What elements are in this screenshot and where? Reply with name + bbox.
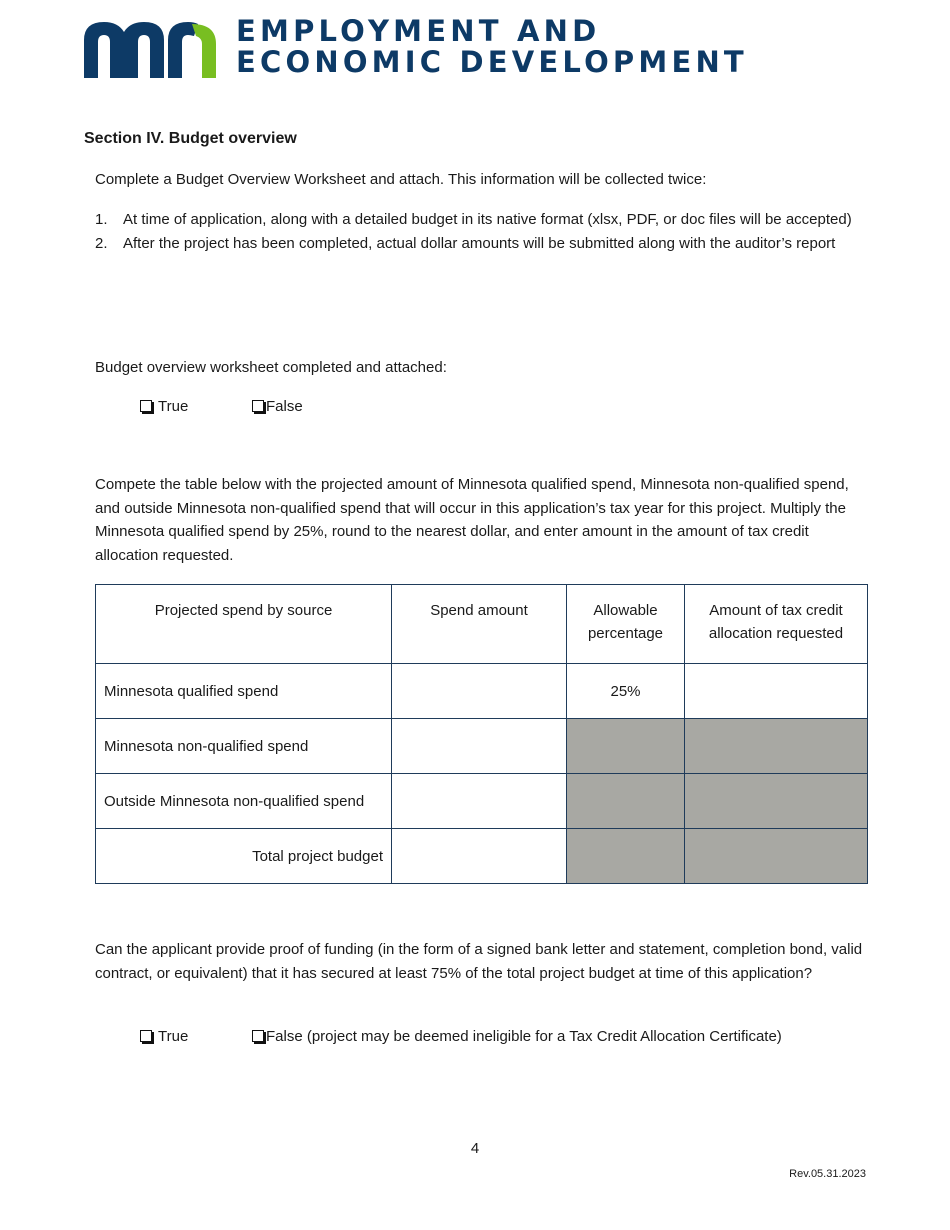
list-item-text: At time of application, along with a detailed budget in its native format (xlsx, PDF, or doc files will be accepted) bbox=[123, 211, 852, 228]
checkbox-icon[interactable] bbox=[140, 400, 152, 412]
worksheet-true-label: True bbox=[158, 398, 189, 415]
table-row bbox=[96, 829, 868, 884]
intro-text: Complete a Budget Overview Worksheet and attach. This information will be collected twice: bbox=[95, 171, 707, 188]
shaded-cell bbox=[567, 829, 685, 884]
header-spend-amount: Spend amount bbox=[392, 585, 567, 664]
shaded-cell bbox=[685, 774, 868, 829]
spend-amount-cell[interactable] bbox=[392, 664, 567, 719]
header-tax-credit-amount: Amount of tax credit allocation requested bbox=[685, 585, 868, 664]
list-item-number: 1. bbox=[95, 211, 108, 228]
row-source-label: Outside Minnesota non-qualified spend bbox=[96, 774, 392, 829]
shaded-cell bbox=[567, 774, 685, 829]
funding-true-option[interactable] bbox=[140, 1025, 188, 1049]
list-item bbox=[95, 208, 865, 232]
worksheet-question: Budget overview worksheet completed and attached: bbox=[95, 359, 447, 376]
agency-name-line2: ECONOMIC DEVELOPMENT bbox=[236, 45, 748, 79]
funding-false-label: False (project may be deemed ineligible for a Tax Credit Allocation Certificate) bbox=[266, 1028, 782, 1045]
logo-letter-n-green bbox=[192, 24, 216, 78]
row-source-label: Minnesota qualified spend bbox=[96, 664, 392, 719]
funding-true-label: True bbox=[158, 1028, 189, 1045]
checkbox-icon[interactable] bbox=[252, 400, 264, 412]
funding-question: Can the applicant provide proof of funding (in the form of a signed bank letter and statement, completion bond, valid contract, or equivalent) that it has secured at least 75% of the total project budget at time of this application? bbox=[95, 941, 863, 982]
collection-list bbox=[95, 208, 865, 256]
list-item-text: After the project has been completed, actual dollar amounts will be submitted along with the auditor’s report bbox=[123, 235, 836, 252]
page-number: 4 bbox=[470, 1140, 480, 1157]
funding-false-option[interactable] bbox=[252, 1025, 782, 1049]
mn-logo-icon bbox=[84, 18, 216, 78]
spend-amount-cell[interactable] bbox=[392, 774, 567, 829]
section-title: Section IV. Budget overview bbox=[84, 130, 297, 147]
list-item bbox=[95, 232, 865, 256]
worksheet-false-option[interactable] bbox=[252, 395, 303, 419]
checkbox-icon[interactable] bbox=[140, 1030, 152, 1042]
table-header-row bbox=[96, 585, 868, 664]
header-projected-spend: Projected spend by source bbox=[96, 585, 392, 664]
table-row bbox=[96, 719, 868, 774]
worksheet-false-label: False bbox=[266, 398, 303, 415]
row-source-label: Minnesota non-qualified spend bbox=[96, 719, 392, 774]
agency-name bbox=[236, 16, 748, 78]
header-allowable-percentage: Allowable percentage bbox=[567, 585, 685, 664]
spend-amount-cell[interactable] bbox=[392, 829, 567, 884]
table-row bbox=[96, 664, 868, 719]
shaded-cell bbox=[567, 719, 685, 774]
budget-table bbox=[95, 584, 868, 884]
revision-date: Rev.05.31.2023 bbox=[789, 1168, 866, 1180]
row-source-label-total: Total project budget bbox=[96, 829, 392, 884]
checkbox-icon[interactable] bbox=[252, 1030, 264, 1042]
table-row bbox=[96, 774, 868, 829]
tax-credit-amount-cell[interactable] bbox=[685, 664, 868, 719]
shaded-cell bbox=[685, 829, 868, 884]
agency-name-line1: EMPLOYMENT AND bbox=[236, 14, 601, 48]
spend-amount-cell[interactable] bbox=[392, 719, 567, 774]
allowable-percentage-cell: 25% bbox=[567, 664, 685, 719]
logo-letter-m bbox=[84, 22, 164, 78]
shaded-cell bbox=[685, 719, 868, 774]
logo-letter-n-blue bbox=[168, 22, 198, 78]
table-instructions: Compete the table below with the projected amount of Minnesota qualified spend, Minnesota non-qualified spend, and outside Minnesota non-qualified spend that will occur in this application’s tax year for this project. Multiply the Minnesota qualified spend by 25%, round to the nearest dollar, and enter amount in the amount of tax credit allocation requested. bbox=[95, 476, 849, 564]
list-item-number: 2. bbox=[95, 235, 108, 252]
worksheet-true-option[interactable] bbox=[140, 395, 188, 419]
